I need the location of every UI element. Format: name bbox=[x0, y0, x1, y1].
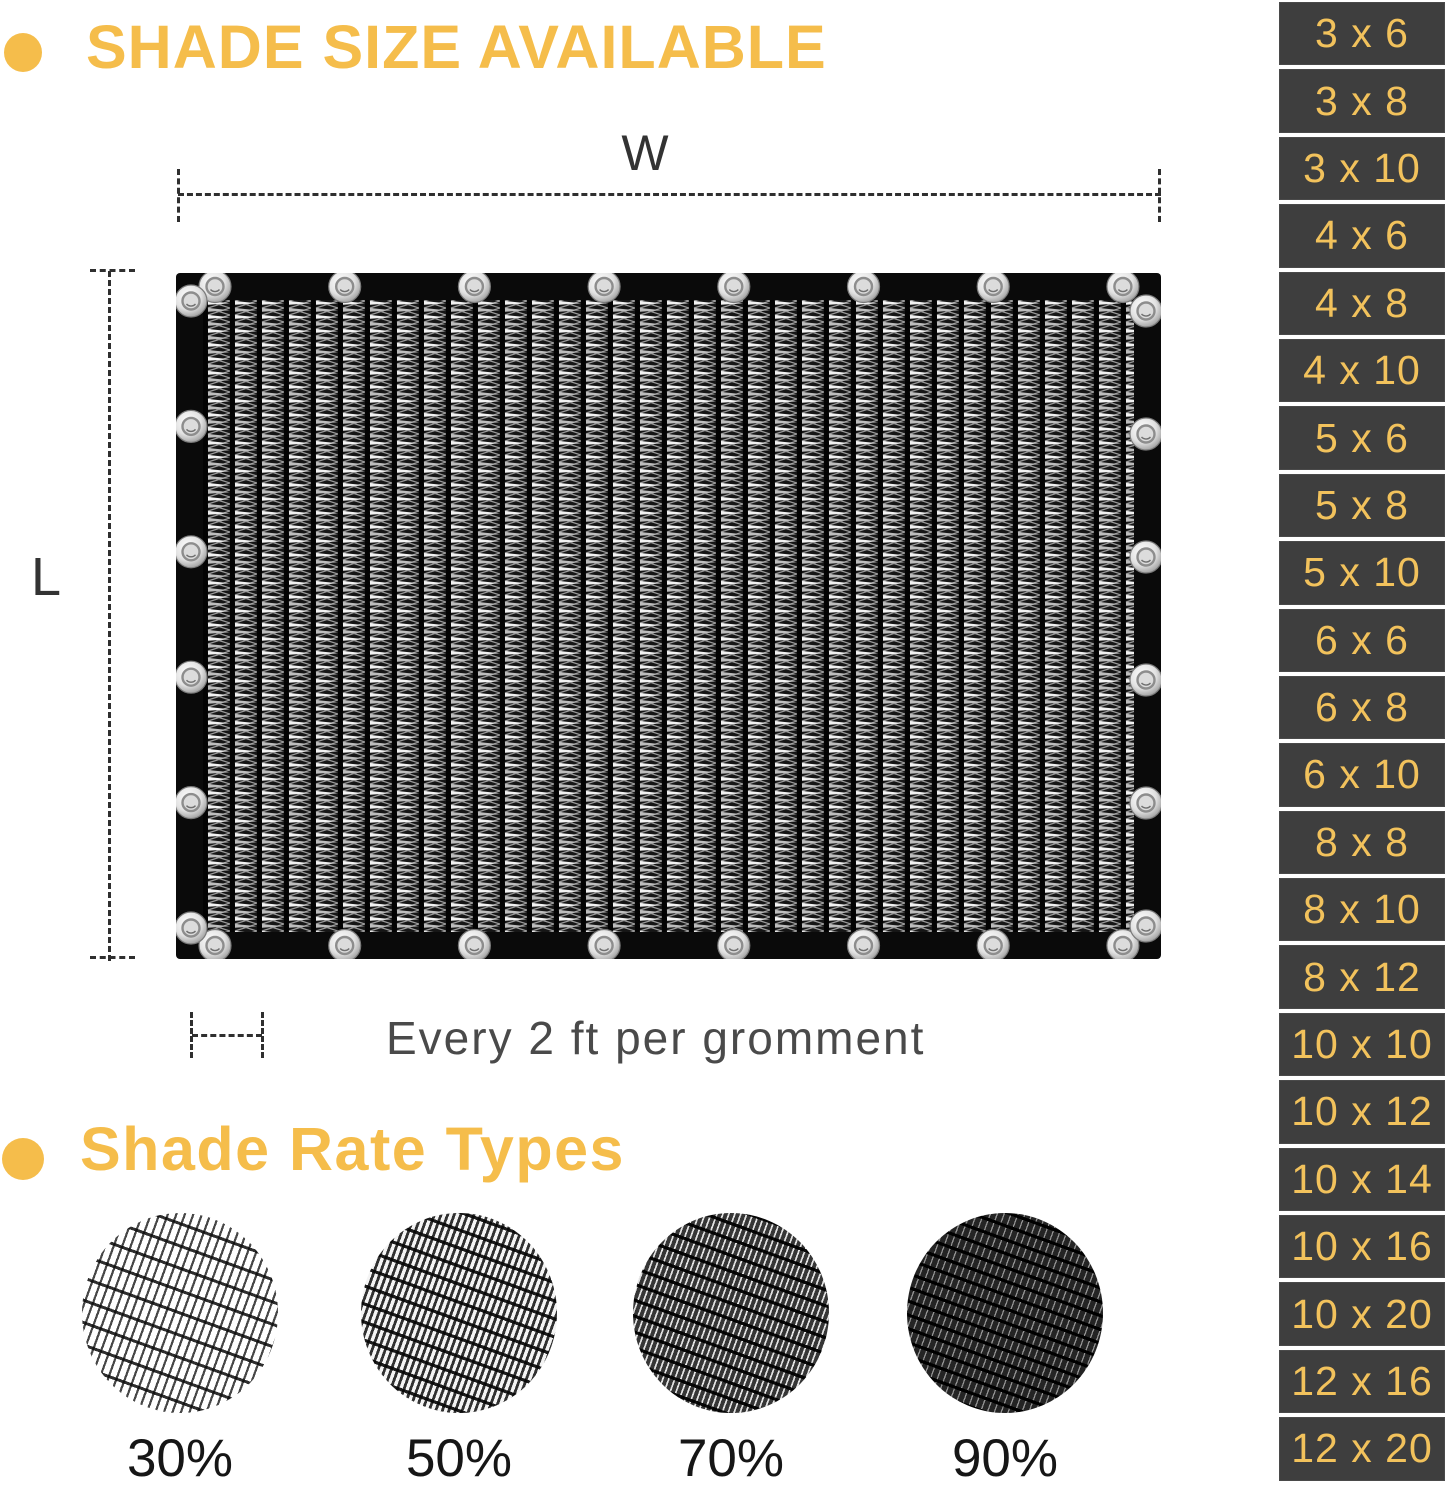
grommet-icon bbox=[588, 930, 620, 960]
grommet-icon bbox=[176, 536, 207, 568]
size-item: 6 x 6 bbox=[1279, 609, 1445, 672]
grommet-icon bbox=[458, 930, 490, 960]
grommet-icon bbox=[176, 285, 207, 317]
size-item: 8 x 12 bbox=[1279, 945, 1445, 1008]
shade-rate-sample-90 bbox=[907, 1213, 1103, 1413]
grommet-icon bbox=[718, 273, 750, 303]
grommet-icon bbox=[718, 930, 750, 960]
shade-rate-label: 30% bbox=[126, 1429, 234, 1485]
size-item: 6 x 8 bbox=[1279, 676, 1445, 739]
shade-rate-sample-30 bbox=[82, 1213, 278, 1413]
yellow-dot-icon bbox=[2, 1138, 44, 1180]
size-item: 5 x 8 bbox=[1279, 474, 1445, 537]
size-item: 3 x 8 bbox=[1279, 69, 1445, 132]
grommet-icon bbox=[329, 273, 361, 303]
width-label: W bbox=[621, 125, 669, 181]
size-item: 10 x 12 bbox=[1279, 1080, 1445, 1143]
shade-rate-label: 50% bbox=[405, 1429, 513, 1485]
size-item: 6 x 10 bbox=[1279, 743, 1445, 806]
length-label: L bbox=[30, 547, 62, 607]
size-item: 5 x 10 bbox=[1279, 541, 1445, 604]
shade-net-diagram bbox=[176, 273, 1161, 959]
grommet-icon bbox=[848, 930, 880, 960]
shade-rate-sample-50 bbox=[361, 1213, 557, 1413]
width-tick-left bbox=[177, 169, 180, 222]
size-item: 12 x 16 bbox=[1279, 1350, 1445, 1413]
net-mesh bbox=[203, 300, 1134, 932]
grommet-icon bbox=[977, 273, 1009, 303]
grommet-icon bbox=[1130, 541, 1161, 573]
grommet-icon bbox=[458, 273, 490, 303]
length-dimension-line bbox=[108, 271, 111, 961]
shade-rate-label: 70% bbox=[677, 1429, 785, 1485]
width-dimension-line bbox=[178, 193, 1161, 196]
grommet-icon bbox=[588, 273, 620, 303]
size-item: 10 x 14 bbox=[1279, 1148, 1445, 1211]
grommet-icon bbox=[1130, 295, 1161, 327]
width-tick-right bbox=[1158, 169, 1161, 222]
grommet-icon bbox=[1130, 664, 1161, 696]
size-item: 5 x 6 bbox=[1279, 406, 1445, 469]
length-tick-bottom bbox=[90, 956, 135, 959]
grommet-spacing-line bbox=[192, 1034, 262, 1037]
size-item: 4 x 8 bbox=[1279, 272, 1445, 335]
grommet-icon bbox=[176, 787, 207, 819]
size-item: 10 x 16 bbox=[1279, 1215, 1445, 1278]
grommet-icon bbox=[848, 273, 880, 303]
size-available-title: SHADE SIZE AVAILABLE bbox=[86, 13, 827, 81]
grommet-icon bbox=[329, 930, 361, 960]
grommet-spacing-tick-right bbox=[261, 1012, 264, 1058]
length-tick-top bbox=[90, 269, 135, 272]
size-item: 4 x 6 bbox=[1279, 204, 1445, 267]
size-item: 4 x 10 bbox=[1279, 339, 1445, 402]
size-list bbox=[1279, 2, 1445, 1481]
grommet-icon bbox=[1130, 787, 1161, 819]
shade-rate-label: 90% bbox=[951, 1429, 1059, 1485]
size-item: 8 x 10 bbox=[1279, 878, 1445, 941]
size-item: 8 x 8 bbox=[1279, 811, 1445, 874]
grommet-icon bbox=[176, 661, 207, 693]
grommet-icon bbox=[977, 930, 1009, 960]
shade-rate-sample-70 bbox=[633, 1213, 829, 1413]
size-item: 12 x 20 bbox=[1279, 1417, 1445, 1480]
grommet-icon bbox=[1107, 273, 1139, 303]
grommet-icon bbox=[176, 912, 207, 944]
size-item: 3 x 10 bbox=[1279, 137, 1445, 200]
shade-rate-types-title: Shade Rate Types bbox=[80, 1115, 625, 1183]
grommet-icon bbox=[1130, 418, 1161, 450]
size-item: 10 x 10 bbox=[1279, 1013, 1445, 1076]
grommet-icon bbox=[176, 410, 207, 442]
size-item: 3 x 6 bbox=[1279, 2, 1445, 65]
size-item: 10 x 20 bbox=[1279, 1282, 1445, 1345]
grommet-icon bbox=[1130, 910, 1161, 942]
grommet-spacing-tick-left bbox=[190, 1012, 193, 1058]
yellow-dot-icon bbox=[4, 33, 42, 72]
grommet-spacing-note: Every 2 ft per gromment bbox=[386, 1012, 926, 1064]
